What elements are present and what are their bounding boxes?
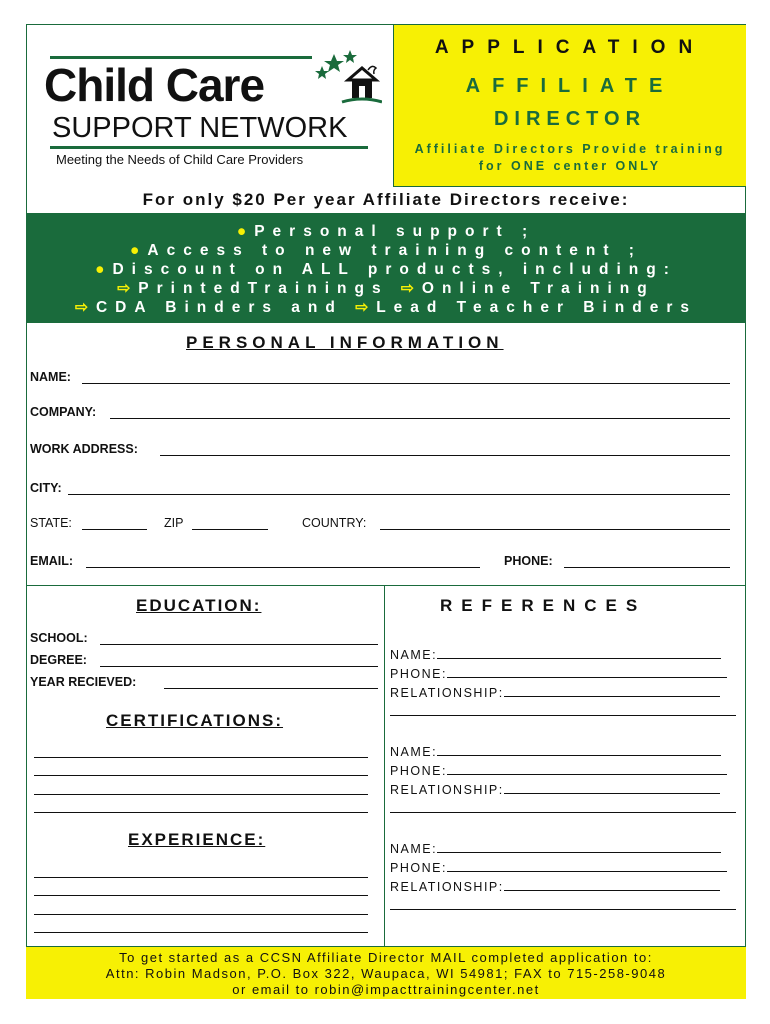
logo-divider <box>50 146 368 149</box>
city-label: CITY: <box>30 481 62 495</box>
reference-relationship-label: RELATIONSHIP: <box>390 686 504 700</box>
experience-line[interactable] <box>34 931 368 933</box>
reference-block-1 <box>390 646 736 722</box>
mailing-line-3: or email to robin@impacttrainingcenter.net <box>232 982 540 997</box>
company-label: COMPANY: <box>30 405 97 419</box>
arrow-right-icon: ⇨ <box>117 280 139 297</box>
reference-relationship-field[interactable] <box>504 878 720 891</box>
school-field[interactable] <box>100 643 378 645</box>
mailing-instructions <box>26 946 746 999</box>
name-field[interactable] <box>82 382 730 384</box>
country-label: COUNTRY: <box>302 516 367 530</box>
reference-name-label: NAME: <box>390 745 438 759</box>
country-field[interactable] <box>380 528 730 530</box>
product-row <box>26 279 746 298</box>
name-label: NAME: <box>30 370 71 384</box>
header-description <box>394 141 746 175</box>
certification-line[interactable] <box>34 811 368 813</box>
column-divider <box>384 586 385 946</box>
logo <box>44 50 374 175</box>
benefits-band <box>26 213 746 323</box>
header-description-line1: Affiliate Directors Provide training <box>414 142 726 156</box>
reference-name-field[interactable] <box>437 743 721 756</box>
state-label: STATE: <box>30 516 72 530</box>
reference-extra-line[interactable] <box>390 800 736 813</box>
reference-phone-field[interactable] <box>447 665 727 678</box>
benefit-item <box>26 241 746 260</box>
offer-title: For only $20 Per year Affiliate Directors receive: <box>142 190 630 209</box>
reference-phone-field[interactable] <box>447 859 727 872</box>
year-received-label: YEAR RECIEVED: <box>30 675 137 689</box>
work-address-field[interactable] <box>160 454 730 456</box>
logo-title: Child Care <box>44 59 265 111</box>
email-field[interactable] <box>86 566 480 568</box>
bullet-icon: ● <box>95 261 113 278</box>
company-field[interactable] <box>110 417 730 419</box>
product-text: PrintedTrainings <box>138 280 389 297</box>
degree-field[interactable] <box>100 665 378 667</box>
benefit-text: Discount on ALL products, including: <box>112 261 677 278</box>
header-description-line2: for ONE center ONLY <box>478 159 662 173</box>
benefit-item <box>26 260 746 279</box>
application-label: APPLICATION <box>434 37 706 58</box>
zip-label: ZIP <box>164 516 184 530</box>
logo-subtitle: SUPPORT NETWORK <box>52 112 348 144</box>
education-title: EDUCATION: <box>136 596 262 615</box>
benefit-text: Access to new training content ; <box>147 242 642 259</box>
zip-field[interactable] <box>192 528 268 530</box>
reference-extra-line[interactable] <box>390 897 736 910</box>
logo-tagline: Meeting the Needs of Child Care Providers <box>56 152 304 167</box>
affiliate-label: AFFILIATE <box>465 75 675 97</box>
product-text: Online Training <box>421 280 655 297</box>
reference-name-field[interactable] <box>437 840 721 853</box>
degree-label: DEGREE: <box>30 653 87 667</box>
application-header <box>393 25 746 187</box>
year-received-field[interactable] <box>164 687 378 689</box>
product-text: CDA Binders and <box>95 299 343 316</box>
arrow-right-icon: ⇨ <box>400 280 422 297</box>
benefit-text: Personal support ; <box>254 223 536 240</box>
email-label: EMAIL: <box>30 554 74 568</box>
state-field[interactable] <box>82 528 147 530</box>
bullet-icon: ● <box>236 223 255 240</box>
reference-name-label: NAME: <box>390 842 438 856</box>
certification-line[interactable] <box>34 774 368 776</box>
reference-relationship-field[interactable] <box>504 781 720 794</box>
reference-relationship-label: RELATIONSHIP: <box>390 783 504 797</box>
house-stars-icon <box>312 50 382 110</box>
experience-line[interactable] <box>34 913 368 915</box>
reference-phone-label: PHONE: <box>390 861 447 875</box>
phone-label: PHONE: <box>504 554 553 568</box>
city-field[interactable] <box>68 493 730 495</box>
experience-title: EXPERIENCE: <box>128 830 266 849</box>
reference-extra-line[interactable] <box>390 703 736 716</box>
references-title: REFERENCES <box>440 596 647 615</box>
reference-block-3 <box>390 840 736 916</box>
experience-line[interactable] <box>34 894 368 896</box>
phone-field[interactable] <box>564 566 730 568</box>
school-label: SCHOOL: <box>30 631 88 645</box>
mailing-line-2: Attn: Robin Madson, P.O. Box 322, Waupaca, WI 54981; FAX to 715-258-9048 <box>105 966 667 981</box>
reference-phone-field[interactable] <box>447 762 727 775</box>
arrow-right-icon: ⇨ <box>355 299 377 316</box>
reference-name-field[interactable] <box>437 646 721 659</box>
reference-phone-label: PHONE: <box>390 667 447 681</box>
reference-block-2 <box>390 743 736 819</box>
experience-line[interactable] <box>34 876 368 878</box>
director-label: DIRECTOR <box>493 108 647 130</box>
arrow-right-icon: ⇨ <box>74 299 96 316</box>
certifications-title: CERTIFICATIONS: <box>106 711 284 730</box>
mailing-line-1: To get started as a CCSN Affiliate Director MAIL completed application to: <box>119 950 653 965</box>
bullet-icon: ● <box>130 242 148 259</box>
reference-name-label: NAME: <box>390 648 438 662</box>
reference-relationship-label: RELATIONSHIP: <box>390 880 504 894</box>
reference-relationship-field[interactable] <box>504 684 720 697</box>
benefit-item <box>26 222 746 241</box>
personal-info-title: PERSONAL INFORMATION <box>186 333 504 352</box>
product-row <box>26 298 746 317</box>
certification-line[interactable] <box>34 756 368 758</box>
section-divider <box>26 585 746 586</box>
work-address-label: WORK ADDRESS: <box>30 442 138 456</box>
reference-phone-label: PHONE: <box>390 764 447 778</box>
product-text: Lead Teacher Binders <box>376 299 697 316</box>
certification-line[interactable] <box>34 793 368 795</box>
